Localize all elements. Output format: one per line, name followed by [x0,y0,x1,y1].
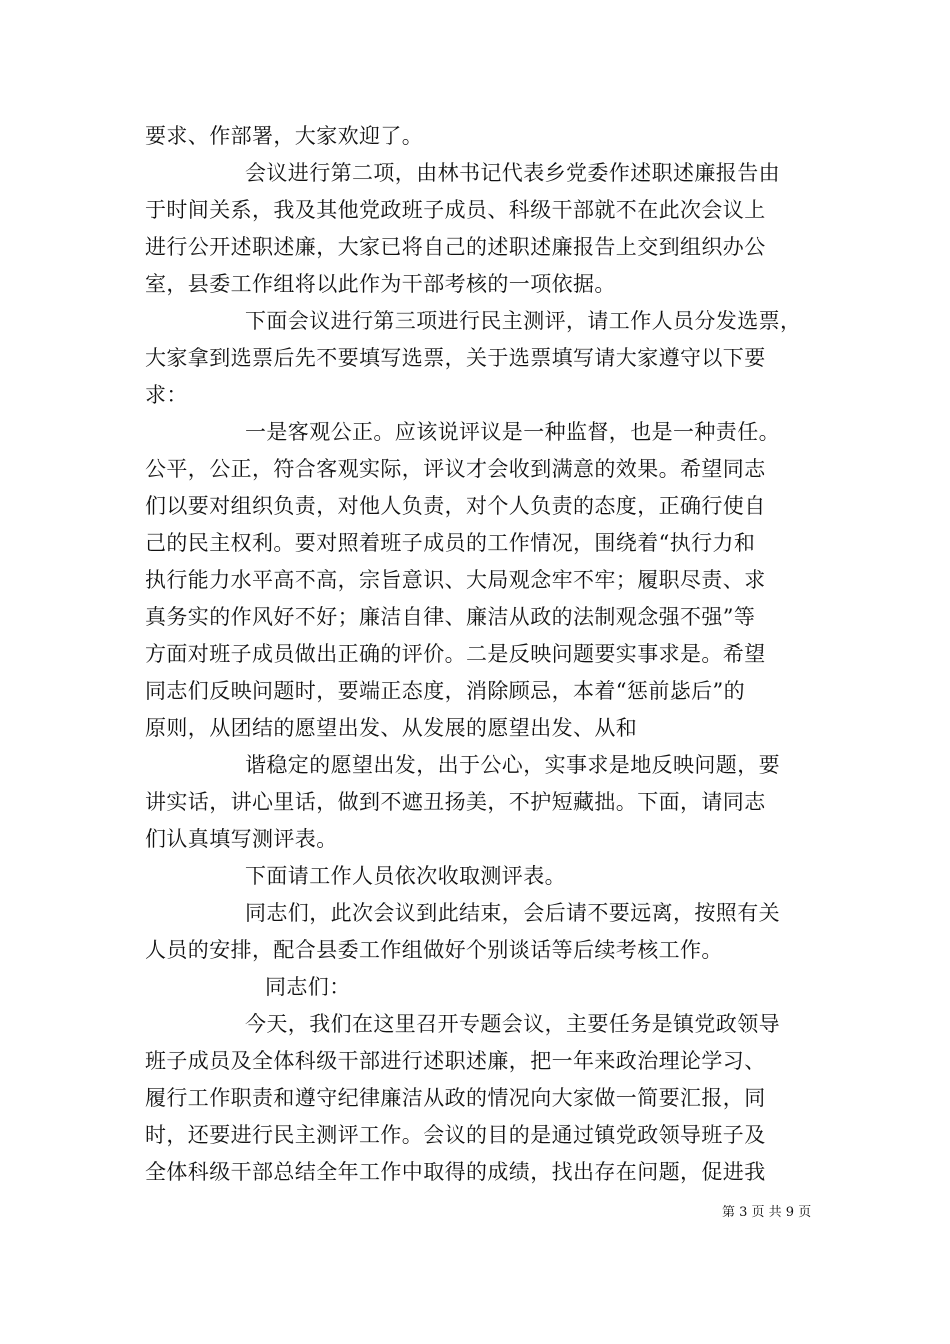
text-line: 谐稳定的愿望出发，出于公心，实事求是地反映问题，要 [245,753,780,777]
document-body [145,118,810,1191]
text-line: 同志们反映问题时，要端正态度，消除顾忌，本着“惩前毖后”的 [145,679,746,703]
text-line: 己的民主权利。要对照着班子成员的工作情况，围绕着“执行力和 [145,531,756,555]
text-line: 履行工作职责和遵守纪律廉洁从政的情况向大家做一简要汇报，同 [145,1086,766,1110]
text-line: 公平，公正，符合客观实际，评议才会收到满意的效果。希望同志 [145,457,766,481]
text-line: 原则，从团结的愿望出发、从发展的愿望出发、从和 [145,716,638,740]
text-line: 执行能力水平高不高，宗旨意识、大局观念牢不牢；履职尽责、求 [145,568,766,592]
text-line: 全体科级干部总结全年工作中取得的成绩，找出存在问题，促进我 [145,1160,766,1184]
text-line: 们以要对组织负责，对他人负责，对个人负责的态度，正确行使自 [145,494,766,518]
text-line: 方面对班子成员做出正确的评价。二是反映问题要实事求是。希望 [145,642,766,666]
text-line: 进行公开述职述廉，大家已将自己的述职述廉报告上交到组织办公 [145,235,766,259]
text-line: 下面请工作人员依次收取测评表。 [245,864,566,888]
text-line: 时，还要进行民主测评工作。会议的目的是通过镇党政领导班子及 [145,1123,766,1147]
text-line: 讲实话，讲心里话，做到不遮丑扬美，不护短藏拙。下面，请同志 [145,790,766,814]
text-line: 一是客观公正。应该说评议是一种监督，也是一种责任。 [245,420,780,444]
text-line: 今天，我们在这里召开专题会议，主要任务是镇党政领导 [245,1012,780,1036]
text-line: 室，县委工作组将以此作为干部考核的一项依据。 [145,272,616,296]
text-line: 们认真填写测评表。 [145,827,338,851]
text-line: 于时间关系，我及其他党政班子成员、科级干部就不在此次会议上 [145,198,766,222]
text-line: 班子成员及全体科级干部进行述职述廉，把一年来政治理论学习、 [145,1049,766,1073]
text-line: 下面会议进行第三项进行民主测评，请工作人员分发选票， [245,309,802,333]
text-line: 求： [145,383,188,407]
text-line: 会议进行第二项，由林书记代表乡党委作述职述廉报告由 [245,161,780,185]
text-line: 同志们，此次会议到此结束，会后请不要远离，按照有关 [245,901,780,925]
text-line: 真务实的作风好不好；廉洁自律、廉洁从政的法制观念强不强”等 [145,605,756,629]
text-line: 要求、作部署，大家欢迎了。 [145,124,424,148]
text-line: 人员的安排，配合县委工作组做好个别谈话等后续考核工作。 [145,938,723,962]
text-line: 同志们： [265,975,351,999]
text-line: 大家拿到选票后先不要填写选票，关于选票填写请大家遵守以下要 [145,346,766,370]
page-number-footer: 第 3 页 共 9 页 [722,1205,812,1220]
